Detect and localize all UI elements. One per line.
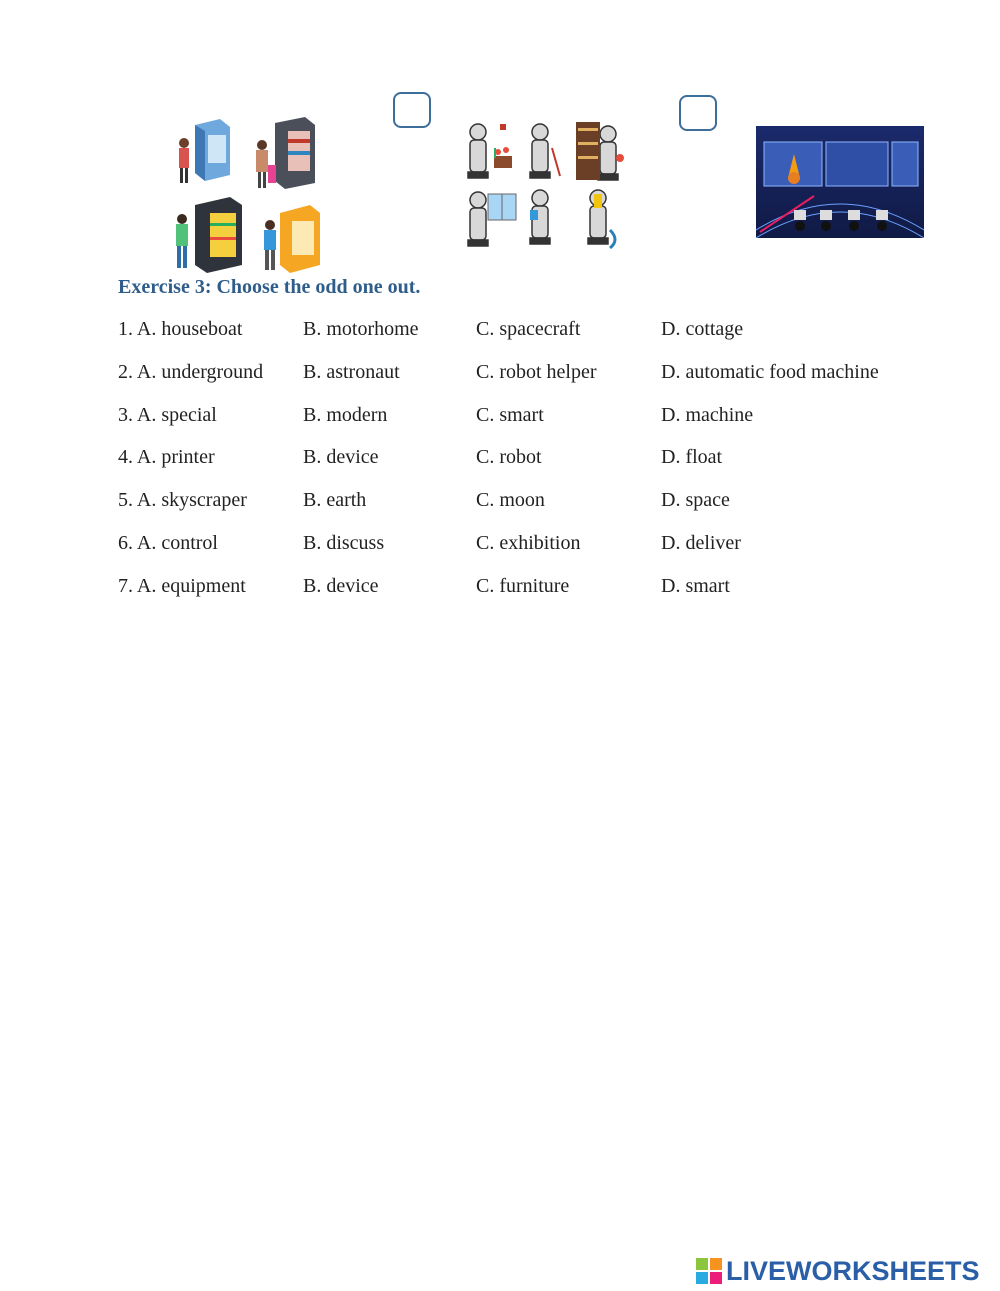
option-b: B. motorhome bbox=[303, 318, 419, 340]
option-c: C. spacecraft bbox=[476, 318, 581, 340]
option-b: B. astronaut bbox=[303, 360, 400, 383]
option-a: 7. A. equipment bbox=[118, 574, 246, 597]
option-c: C. robot bbox=[476, 446, 542, 469]
question-row bbox=[0, 575, 1000, 605]
option-d: D. float bbox=[661, 446, 723, 469]
option-c: C. smart bbox=[476, 403, 544, 426]
option-b: B. earth bbox=[303, 489, 367, 512]
option-a: 2. A. underground bbox=[118, 360, 264, 383]
option-b: B. modern bbox=[303, 403, 388, 426]
brand-text: LIVEWORKSHEETS bbox=[726, 1255, 980, 1286]
question-row bbox=[0, 446, 1000, 476]
option-a: 6. A. control bbox=[118, 532, 218, 554]
exercise-title: Exercise 3: Choose the odd one out. bbox=[118, 276, 421, 298]
liveworksheets-brand bbox=[696, 1255, 980, 1287]
option-c: C. furniture bbox=[476, 574, 570, 597]
option-b: B. device bbox=[303, 574, 379, 597]
question-row bbox=[0, 532, 1000, 562]
option-a: 1. A. houseboat bbox=[118, 318, 243, 340]
question-row bbox=[0, 489, 1000, 519]
option-d: D. machine bbox=[661, 403, 754, 426]
option-b: B. discuss bbox=[303, 532, 385, 554]
option-d: D. cottage bbox=[661, 318, 744, 340]
option-b: B. device bbox=[303, 446, 379, 469]
answer-box-2[interactable] bbox=[679, 95, 717, 131]
question-row bbox=[0, 318, 1000, 348]
vending-machines-illustration bbox=[170, 115, 325, 275]
mission-control-illustration bbox=[756, 126, 924, 238]
option-d: D. space bbox=[661, 489, 730, 512]
robot-helpers-illustration bbox=[460, 118, 630, 253]
option-a: 4. A. printer bbox=[118, 446, 215, 469]
answer-box-1[interactable] bbox=[393, 92, 431, 128]
option-c: C. moon bbox=[476, 489, 545, 512]
option-a: 5. A. skyscraper bbox=[118, 489, 247, 512]
question-row bbox=[0, 404, 1000, 434]
option-d: D. deliver bbox=[661, 532, 741, 554]
option-d: D. automatic food machine bbox=[661, 360, 879, 383]
option-c: C. exhibition bbox=[476, 532, 581, 554]
option-a: 3. A. special bbox=[118, 403, 217, 426]
option-c: C. robot helper bbox=[476, 360, 597, 383]
option-d: D. smart bbox=[661, 574, 730, 597]
liveworksheets-logo-icon bbox=[696, 1258, 722, 1284]
question-row bbox=[0, 361, 1000, 391]
